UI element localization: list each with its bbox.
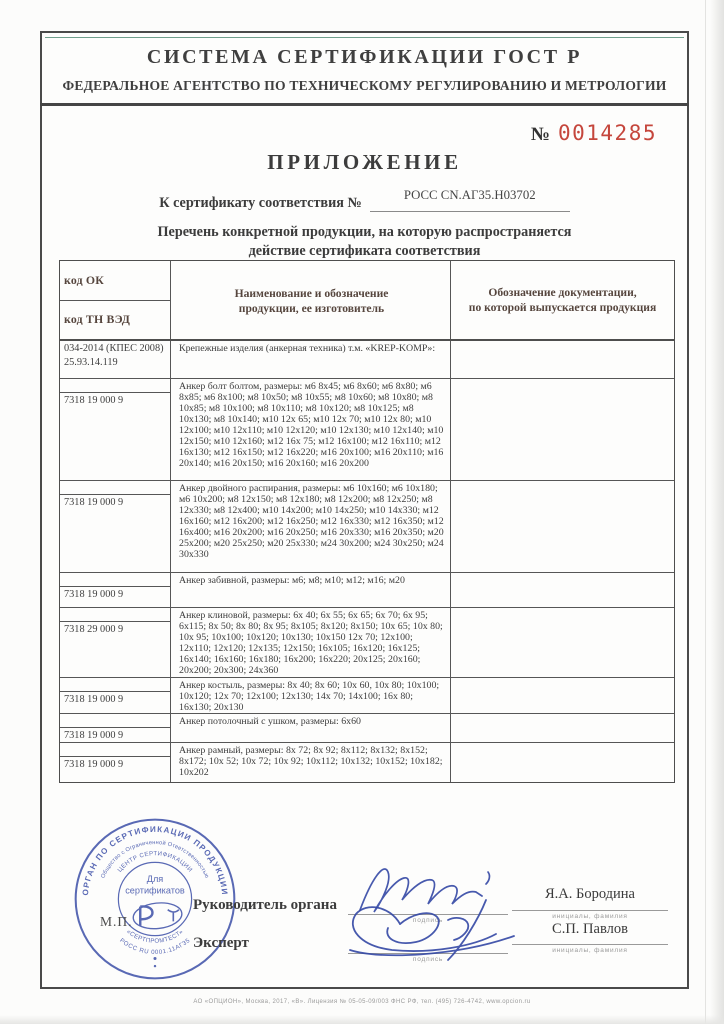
scan-edge-right <box>710 0 724 1024</box>
row-codes-cell <box>60 341 171 378</box>
row-product-cell: Анкер клиновой, размеры: 6х 40; 6х 55; 6х 65; 6х 70; 6х 95; 6х115; 8х 50; 8х 80; 8х 95; 8х105; 8х120; 8х150; 10х 65; 10х 80; 10х 95; 10х100; 10х120; 10х130; 10х150 12х 70; 12х100; 12х110; 12х120; 12х135; 12х150; 16х105; 16х120; 16х125; 16х140; 16х160; 16х180; 16х200; 16х220; 20х125; 20х160; 20х200; 20х300; 24х360 <box>171 608 451 677</box>
stamp-purpose-line2: сертификатов <box>125 885 185 896</box>
header-cell-product <box>171 261 451 339</box>
table-body <box>60 341 674 782</box>
product-code: 25.93.14.119 <box>64 356 118 368</box>
head-name: Я.А. Бородина <box>544 886 635 902</box>
expert-signature-ink <box>336 894 526 967</box>
row-product-cell: Анкер потолочный с ушком, размеры: 6х60 <box>171 714 451 742</box>
row-codes-cell <box>60 714 171 742</box>
row-codes-cell <box>60 743 171 782</box>
head-name-line <box>512 910 668 911</box>
row-product-cell: Анкер забивной, размеры: м6; м8; м10; м12; м16; м20 <box>171 573 451 607</box>
scan-edge-bottom <box>0 1015 724 1024</box>
code-cell-divider <box>60 573 170 587</box>
header-product-line2: продукции, ее изготовитель <box>238 302 385 315</box>
code-cell-divider <box>60 608 170 622</box>
scan-edge-line <box>705 0 706 1024</box>
blank-number <box>531 121 657 146</box>
row-documentation-cell <box>451 608 674 677</box>
subtitle-line-2: действие сертификата соответствия <box>248 242 481 259</box>
product-code: 7318 19 000 9 <box>64 730 124 741</box>
stamp-ring-outer-text: ОРГАН ПО СЕРТИФИКАЦИИ ПРОДУКЦИИ <box>80 824 230 897</box>
products-table <box>59 260 675 783</box>
stamp-center-name-2: «СЕРТПРОМТЕСТ» <box>125 928 185 945</box>
expert-name: С.П. Павлов <box>552 921 628 937</box>
row-documentation-cell <box>451 678 674 713</box>
head-name-caption: инициалы, фамилия <box>552 913 628 920</box>
product-code: 7318 19 000 9 <box>64 759 124 770</box>
product-code: 7318 19 000 9 <box>64 497 124 508</box>
row-codes-cell <box>60 379 171 480</box>
header-kod-tnved: код ТН ВЭД <box>64 312 131 327</box>
mp-seal-label: М.П. <box>100 914 133 929</box>
table-row <box>60 341 674 379</box>
document-title: ПРИЛОЖЕНИЕ <box>267 150 462 174</box>
certificate-reference <box>42 188 687 212</box>
header-divider <box>40 103 689 106</box>
expert-signature-caption: подпись <box>412 956 444 963</box>
header-cell-documentation <box>451 261 674 339</box>
table-row <box>60 573 674 608</box>
row-product-cell: Анкер болт болтом, размеры: м6 8х45; м6 8х60; м6 8х80; м6 8х85; м6 8х100; м8 10х50; м8 10х55; м8 10х60; м8 10х80; м8 10х85; м8 10х100; м8 10х110; м8 10х120; м8 10х125; м8 10х130; м8 10х140; м10 12х 65; м10 12х 70; м10 12х 80; м10 12х100; м10 12х110; м10 12х120; м10 12х130; м10 12х140; м10 12х150; м10 12х160; м12 16х 75; м12 16х100; м12 16х110; м12 16х130; м12 16х150; м12 16х220; м16 20х100; м16 20х110; м16 20х140; м16 20х150; м16 20х160; м16 20х200 <box>171 379 451 480</box>
printer-imprint: АО «ОПЦИОН», Москва, 2017, «В». Лицензия № 05-05-09/003 ФНС РФ, тел. (495) 726-4742, www.opcion.ru <box>193 999 531 1005</box>
row-product-cell: Крепежные изделия (анкерная техника) т.м. «KREP-KOMP»: <box>171 341 451 378</box>
table-row <box>60 481 674 573</box>
svg-text:«СЕРТПРОМТЕСТ» <box>125 928 185 945</box>
code-cell-divider <box>60 379 170 393</box>
row-product-cell: Анкер костыль, размеры: 8х 40; 8х 60; 10х 60, 10х 80; 10х100; 10х120; 12х 70; 12х100; 12х130; 14х 70; 14х100; 16х 80; 16х130; 20х130 <box>171 678 451 713</box>
header-kod-ok: код ОК <box>60 261 170 301</box>
table-header-row <box>60 261 674 341</box>
row-documentation-cell <box>451 481 674 572</box>
subtitle-line-1: Перечень конкретной продукции, на которую распространяется <box>157 224 572 240</box>
row-codes-cell <box>60 678 171 713</box>
row-product-cell: Анкер двойного распирания, размеры: м6 10х160; м6 10х180; м6 10х200; м8 12х150; м8 12х180; м8 12х200; м8 12х250; м8 12х330; м8 12х400; м10 14х200; м10 14х250; м10 14х330; м12 16х160; м12 16х200; м12 16х250; м12 16х330; м12 16х350; м12 16х400; м16 20х200; м16 20х250; м16 20х330; м16 20х350; м20 25х200; м20 25х250; м20 25х330; м24 30х200; м24 30х250; м24 30х330 <box>171 481 451 572</box>
expert-name-line <box>512 944 668 945</box>
expert-name-caption: инициалы, фамилия <box>552 947 628 954</box>
code-cell-divider <box>60 743 170 757</box>
stamp-ring-company-text: Общество с Ограниченной Ответственностью <box>100 840 210 880</box>
row-documentation-cell <box>451 743 674 782</box>
product-code: 034-2014 (КПЕС 2008) <box>64 343 164 354</box>
row-codes-cell <box>60 573 171 607</box>
table-row <box>60 678 674 714</box>
certificate-number-line <box>370 188 570 212</box>
table-row <box>60 608 674 678</box>
product-code: 7318 19 000 9 <box>64 694 124 705</box>
document-subtitle <box>42 223 687 260</box>
row-documentation-cell <box>451 573 674 607</box>
code-cell-divider <box>60 678 170 692</box>
code-cell-divider <box>60 481 170 495</box>
row-codes-cell <box>60 481 171 572</box>
row-documentation-cell <box>451 379 674 480</box>
certificate-number: РОСС CN.АГ35.Н03702 <box>403 188 536 202</box>
header-product-line1: Наименование и обозначение <box>234 287 389 300</box>
row-product-cell: Анкер рамный, размеры: 8х 72; 8х 92; 8х112; 8х132; 8х152; 8х172; 10х 52; 10х 72; 10х 92; 10х112; 10х132; 10х152; 10х182; 10х202 <box>171 743 451 782</box>
agency-title: ФЕДЕРАЛЬНОЕ АГЕНТСТВО ПО ТЕХНИЧЕСКОМУ РЕГУЛИРОВАНИЮ И МЕТРОЛОГИИ <box>62 78 667 93</box>
product-code: 7318 19 000 9 <box>64 395 124 406</box>
frame-inner-line <box>45 37 684 38</box>
table-row <box>60 379 674 481</box>
stamp-ring-regno-text: РОСС RU 0001.11АГ35 <box>118 937 192 956</box>
head-signature-caption: подпись <box>412 917 444 924</box>
product-code: 7318 19 000 9 <box>64 589 124 600</box>
number-sign: № <box>530 124 550 145</box>
header-cell-codes <box>60 261 171 339</box>
stamp-purpose-line1: Для <box>146 874 164 885</box>
expert-label: Эксперт <box>193 935 249 951</box>
system-title: СИСТЕМА СЕРТИФИКАЦИИ ГОСТ Р <box>146 46 583 68</box>
row-documentation-cell <box>451 341 674 378</box>
head-of-body-label: Руководитель органа <box>193 897 337 913</box>
certificate-reference-label: К сертификату соответствия № <box>159 195 362 211</box>
row-documentation-cell <box>451 714 674 742</box>
blank-number-digits: 0014285 <box>557 121 657 145</box>
table-row <box>60 714 674 743</box>
stamp-center-name-1: ЦЕНТР СЕРТИФИКАЦИИ <box>116 850 194 874</box>
product-code: 7318 29 000 9 <box>64 624 124 635</box>
code-cell-divider <box>60 714 170 728</box>
header-doc-line2: по которой выпускается продукция <box>468 301 657 314</box>
header-doc-line1: Обозначение документации, <box>488 286 637 299</box>
row-codes-cell <box>60 608 171 677</box>
table-row <box>60 743 674 782</box>
